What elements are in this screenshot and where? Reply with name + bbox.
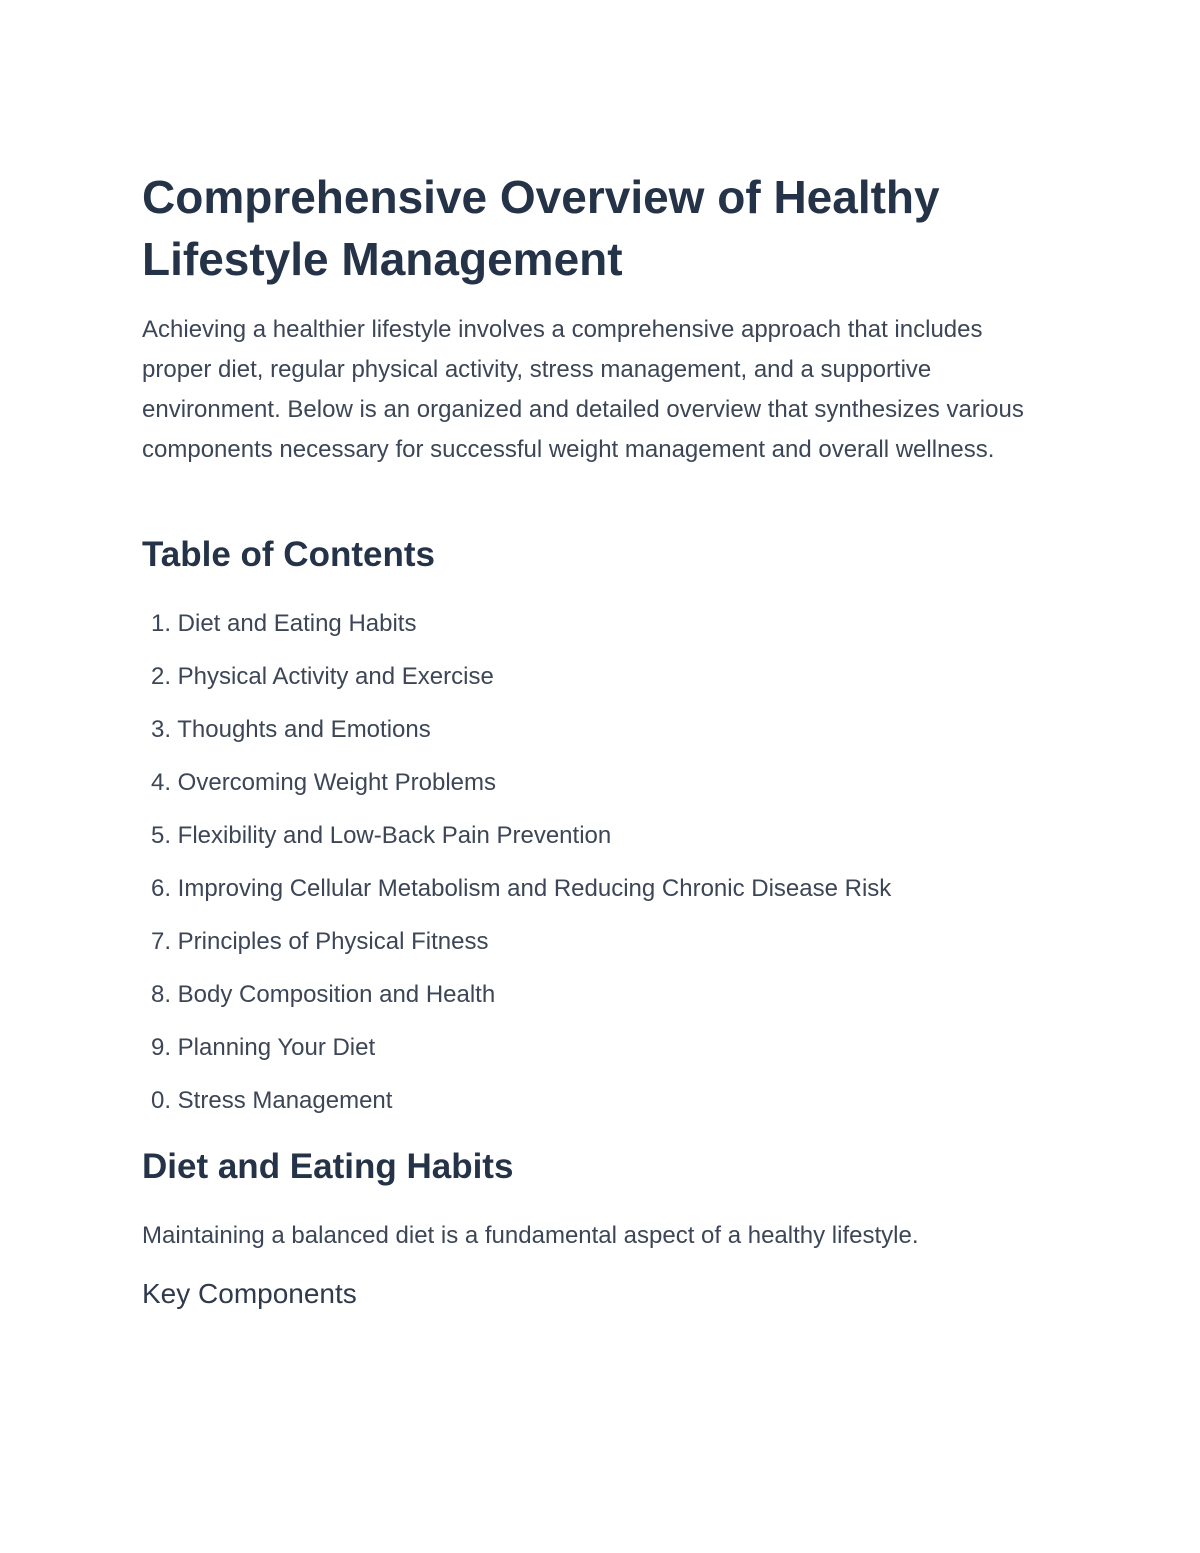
toc-item-number: 9. <box>150 1034 171 1061</box>
toc-item-label: Planning Your Diet <box>177 1034 376 1061</box>
toc-item-label: Thoughts and Emotions <box>177 716 431 743</box>
toc-item-number: 2. <box>150 663 171 690</box>
toc-item-label: Improving Cellular Metabolism and Reducing Chronic Disease Risk <box>177 875 892 902</box>
toc-item-physical-activity <box>142 657 891 710</box>
toc-item-label: Principles of Physical Fitness <box>177 928 489 955</box>
toc-item-label: Diet and Eating Habits <box>177 610 417 637</box>
toc-item-metabolism <box>142 869 891 922</box>
toc-item-number: 1. <box>150 610 171 637</box>
toc-item-label: Body Composition and Health <box>177 981 496 1008</box>
toc-heading: Table of Contents <box>142 535 435 574</box>
toc-item-label: Flexibility and Low-Back Pain Prevention <box>177 822 612 849</box>
toc-item-weight-problems <box>142 763 891 816</box>
toc-item-body-composition <box>142 975 891 1028</box>
toc-item-label: Physical Activity and Exercise <box>177 663 494 690</box>
toc-item-number: 6. <box>150 875 171 902</box>
toc-item-number: 8. <box>150 981 171 1008</box>
toc-item-label: Overcoming Weight Problems <box>177 769 497 796</box>
intro-paragraph: Achieving a healthier lifestyle involves a comprehensive approach that includes proper diet, regular physical activity, stress management, and a supportive environment. Below is an organized and detailed overview that synthesizes various components necessary for successful weight management and overall wellness. <box>142 316 1024 463</box>
toc-item-label: Stress Management <box>177 1087 393 1114</box>
subheading-key-components: Key Components <box>142 1278 357 1309</box>
toc-item-planning-diet <box>142 1028 891 1081</box>
document-title: Comprehensive Overview of Healthy Lifestyle Management <box>142 171 940 285</box>
toc-item-number: 3. <box>150 716 171 743</box>
toc-item-number: 7. <box>150 928 171 955</box>
toc-item-stress <box>142 1081 891 1134</box>
toc-item-thoughts <box>142 710 891 763</box>
toc-item-flexibility <box>142 816 891 869</box>
section-paragraph: Maintaining a balanced diet is a fundamental aspect of a healthy lifestyle. <box>142 1222 919 1249</box>
toc-item-number: 4. <box>150 769 171 796</box>
toc-list <box>142 604 891 1134</box>
section-heading-diet: Diet and Eating Habits <box>142 1147 514 1186</box>
toc-item-diet <box>142 604 891 657</box>
toc-item-number: 0. <box>150 1087 171 1114</box>
toc-item-fitness-principles <box>142 922 891 975</box>
toc-item-number: 5. <box>150 822 171 849</box>
